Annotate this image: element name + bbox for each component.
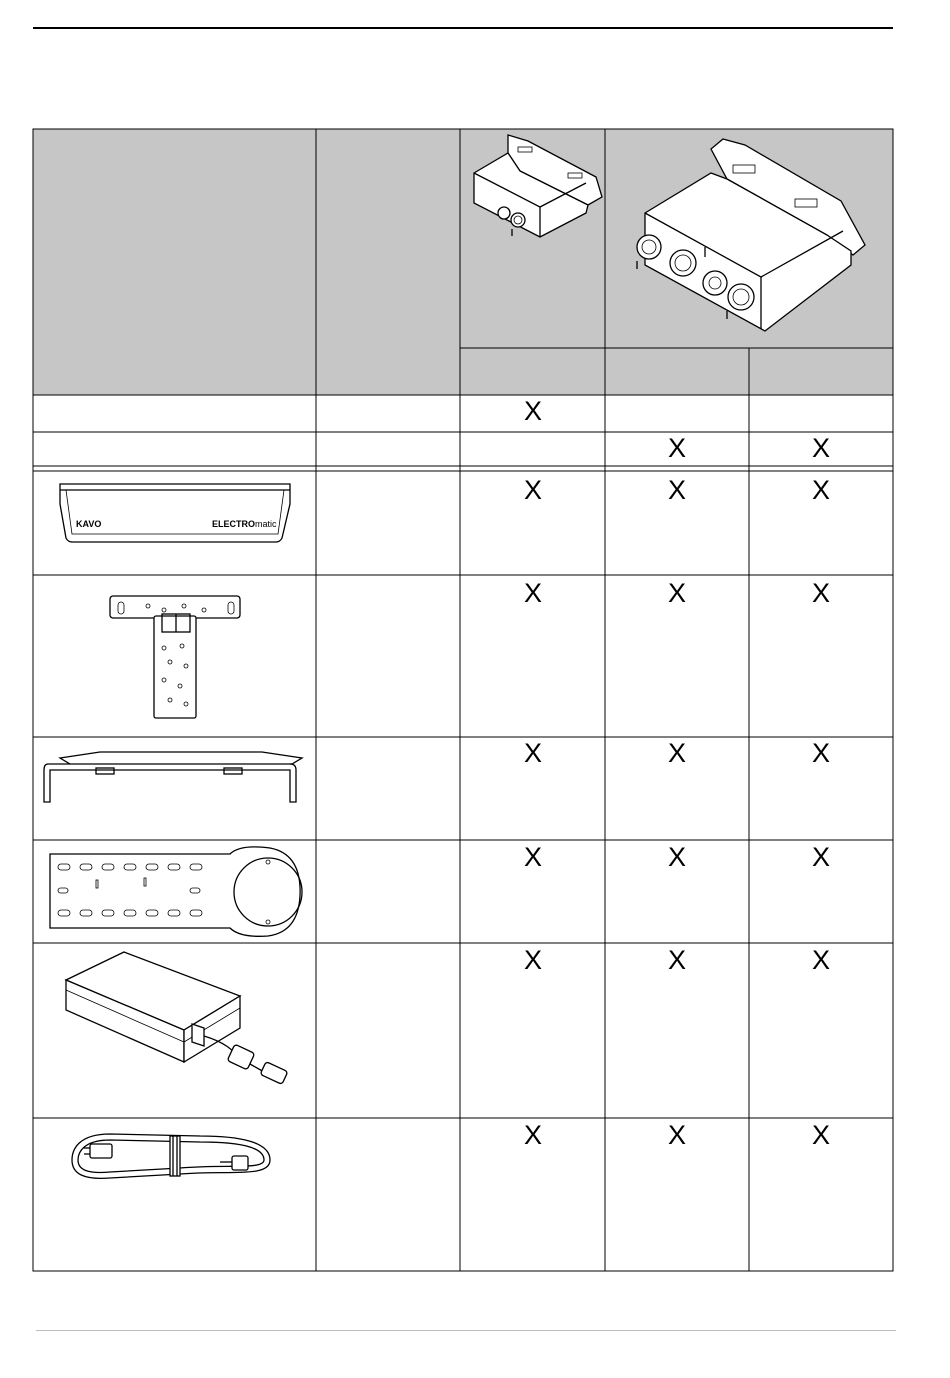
power-supply-icon bbox=[66, 952, 288, 1084]
u-bracket-icon bbox=[44, 752, 302, 802]
availability-mark: X bbox=[811, 578, 830, 608]
availability-mark: X bbox=[811, 842, 830, 872]
availability-mark: X bbox=[811, 1120, 830, 1150]
availability-mark: X bbox=[811, 945, 830, 975]
availability-mark: X bbox=[523, 945, 542, 975]
availability-mark: X bbox=[523, 738, 542, 768]
cover-plate-logo-right: ELECTROmatic bbox=[212, 519, 277, 529]
t-bracket-icon bbox=[110, 596, 240, 718]
availability-mark: X bbox=[523, 475, 542, 505]
availability-mark: X bbox=[523, 578, 542, 608]
mounting-plate-icon bbox=[50, 847, 302, 936]
availability-mark: X bbox=[667, 1120, 686, 1150]
availability-mark: X bbox=[811, 433, 830, 463]
availability-mark: X bbox=[523, 396, 542, 426]
power-cable-icon bbox=[72, 1134, 270, 1178]
availability-mark: X bbox=[667, 475, 686, 505]
availability-mark: X bbox=[811, 475, 830, 505]
availability-mark: X bbox=[811, 738, 830, 768]
availability-mark: X bbox=[667, 842, 686, 872]
availability-mark: X bbox=[667, 578, 686, 608]
availability-mark: X bbox=[523, 1120, 542, 1150]
availability-mark: X bbox=[667, 433, 686, 463]
bottom-rule bbox=[36, 1330, 896, 1331]
cover-plate-logo-left: KAVO bbox=[76, 519, 102, 529]
availability-mark: X bbox=[667, 945, 686, 975]
cover-plate-icon bbox=[60, 484, 290, 542]
availability-mark: X bbox=[523, 842, 542, 872]
availability-mark: X bbox=[667, 738, 686, 768]
